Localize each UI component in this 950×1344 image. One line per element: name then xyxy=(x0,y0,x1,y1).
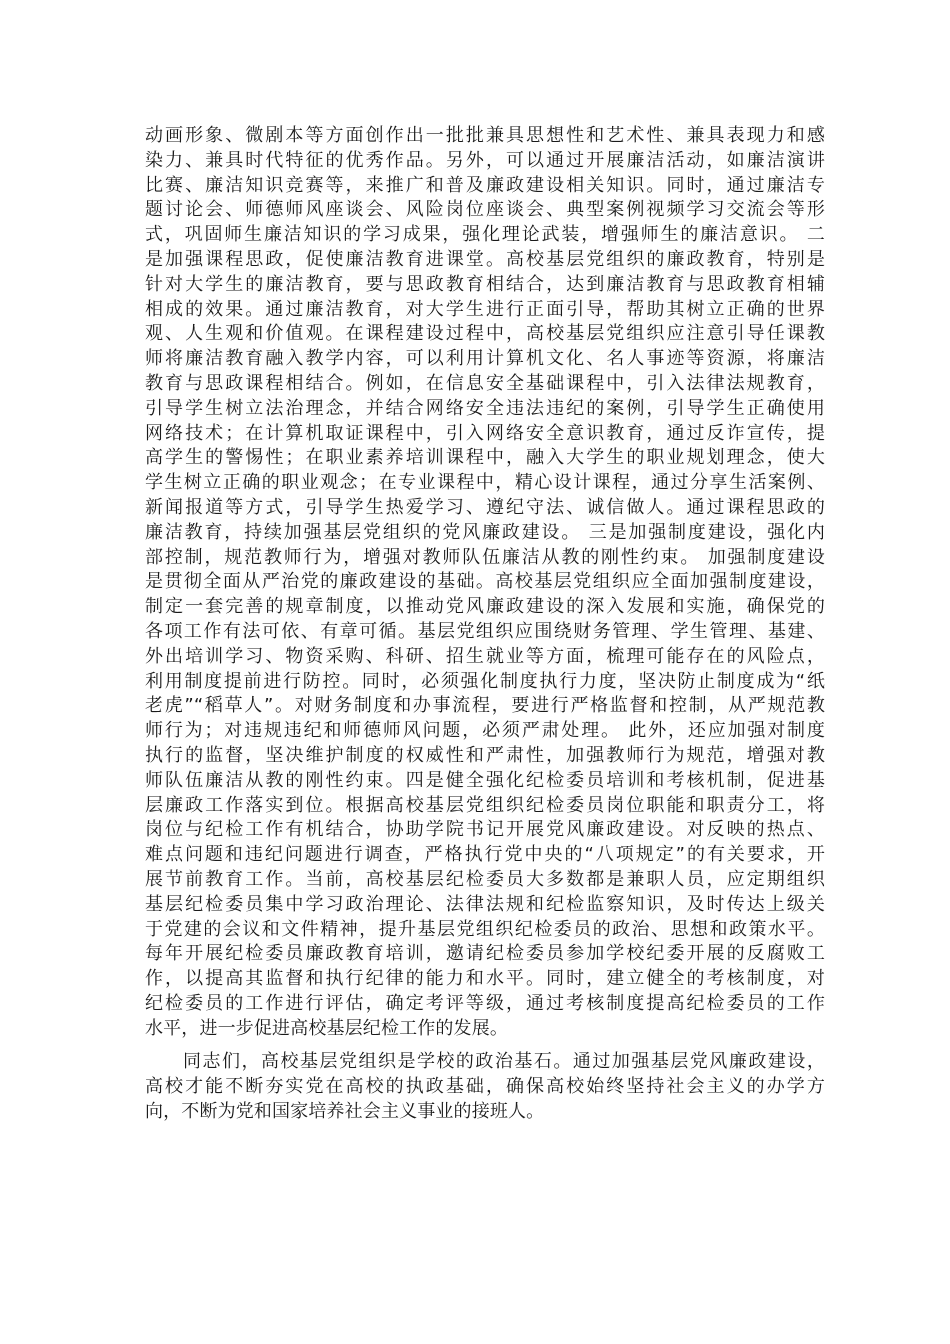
text-line: 部控制，规范教师行为，增强对教师队伍廉洁从教的刚性约束。 加强制度建设 xyxy=(145,546,825,568)
text-line: 外出培训学习、物资采购、科研、招生就业等方面，梳理可能存在的风险点， xyxy=(145,645,825,667)
text-line: 利用制度提前进行防控。同时，必须强化制度执行力度，坚决防止制度成为“纸 xyxy=(145,670,825,692)
text-line: 高学生的警惕性；在职业素养培训课程中，融入大学生的职业规划理念，使大 xyxy=(145,447,825,469)
text-line: 相成的效果。通过廉洁教育，对大学生进行正面引导，帮助其树立正确的世界 xyxy=(145,298,825,320)
text-line: 师队伍廉洁从教的刚性约束。四是健全强化纪检委员培训和考核机制，促进基 xyxy=(145,769,825,791)
text-line: 向，不断为党和国家培养社会主义事业的接班人。 xyxy=(145,1100,545,1122)
text-line: 基层纪检委员集中学习政治理论、法律法规和纪检监察知识，及时传达上级关 xyxy=(145,893,825,915)
text-line: 纪检委员的工作进行评估，确定考评等级，通过考核制度提高纪检委员的工作 xyxy=(145,992,825,1014)
text-line: 动画形象、微剧本等方面创作出一批批兼具思想性和艺术性、兼具表现力和感 xyxy=(145,125,825,146)
closing-paragraph xyxy=(145,1050,825,1124)
text-line: 式，巩固师生廉洁知识的学习成果，强化理论武装，增强师生的廉洁意识。 二 xyxy=(145,224,825,246)
text-line: 每年开展纪检委员廉政教育培训，邀请纪检委员参加学校纪委开展的反腐败工 xyxy=(145,943,825,965)
text-line: 比赛、廉洁知识竞赛等，来推广和普及廉政建设相关知识。同时，通过廉洁专 xyxy=(145,174,825,196)
text-line: 廉洁教育，持续加强基层党组织的党风廉政建设。 三是加强制度建设，强化内 xyxy=(145,521,825,543)
text-line: 岗位与纪检工作有机结合，协助学院书记开展党风廉政建设。对反映的热点、 xyxy=(145,819,825,841)
text-line: 难点问题和违纪问题进行调查，严格执行党中央的“八项规定”的有关要求，开 xyxy=(145,844,825,866)
text-line: 引导学生树立法治理念，并结合网络安全违法违纪的案例，引导学生正确使用 xyxy=(145,397,825,419)
text-line: 老虎”“稻草人”。对财务制度和办事流程，要进行严格监督和控制，从严规范教 xyxy=(145,695,825,717)
text-line: 题讨论会、师德师风座谈会、风险岗位座谈会、典型案例视频学习交流会等形 xyxy=(145,199,825,221)
text-line: 同志们，高校基层党组织是学校的政治基石。通过加强基层党风廉政建设， xyxy=(183,1051,825,1072)
text-line: 学生树立正确的职业观念；在专业课程中，精心设计课程，通过分享生活案例、 xyxy=(145,472,825,494)
text-line: 观、人生观和价值观。在课程建设过程中，高校基层党组织应注意引导任课教 xyxy=(145,323,825,345)
text-line: 网络技术；在计算机取证课程中，引入网络安全意识教育，通过反诈宣传，提 xyxy=(145,422,825,444)
text-line: 作，以提高其监督和执行纪律的能力和水平。同时，建立健全的考核制度，对 xyxy=(145,968,825,990)
text-line: 于党建的会议和文件精神，提升基层党组织纪检委员的政治、思想和政策水平。 xyxy=(145,918,825,940)
text-line: 高校才能不断夯实党在高校的执政基础，确保高校始终坚持社会主义的办学方 xyxy=(145,1075,825,1097)
text-line: 各项工作有法可依、有章可循。基层党组织应围绕财务管理、学生管理、基建、 xyxy=(145,620,825,642)
text-line: 针对大学生的廉洁教育，要与思政教育相结合，达到廉洁教育与思政教育相辅 xyxy=(145,273,825,295)
text-line: 师将廉洁教育融入教学内容，可以利用计算机文化、名人事迹等资源，将廉洁 xyxy=(145,348,825,370)
text-line: 水平，进一步促进高校基层纪检工作的发展。 xyxy=(145,1017,508,1039)
text-line: 执行的监督，坚决维护制度的权威性和严肃性，加强教师行为规范，增强对教 xyxy=(145,744,825,766)
text-line: 是贯彻全面从严治党的廉政建设的基础。高校基层党组织应全面加强制度建设， xyxy=(145,571,825,593)
text-line: 制定一套完善的规章制度，以推动党风廉政建设的深入发展和实施，确保党的 xyxy=(145,596,825,618)
text-line: 师行为；对违规违纪和师德师风问题，必须严肃处理。 此外，还应加强对制度 xyxy=(145,720,825,742)
text-line: 新闻报道等方式，引导学生热爱学习、遵纪守法、诚信做人。通过课程思政的 xyxy=(145,496,825,518)
text-line: 是加强课程思政，促使廉洁教育进课堂。高校基层党组织的廉政教育，特别是 xyxy=(145,248,825,270)
text-line: 教育与思政课程相结合。例如，在信息安全基础课程中，引入法律法规教育， xyxy=(145,372,825,394)
body-paragraph xyxy=(145,124,825,1041)
text-line: 层廉政工作落实到位。根据高校基层党组织纪检委员岗位职能和职责分工，将 xyxy=(145,794,825,816)
text-line: 染力、兼具时代特征的优秀作品。另外，可以通过开展廉洁活动，如廉洁演讲 xyxy=(145,149,825,171)
text-line: 展节前教育工作。当前，高校基层纪检委员大多数都是兼职人员，应定期组织 xyxy=(145,868,825,890)
